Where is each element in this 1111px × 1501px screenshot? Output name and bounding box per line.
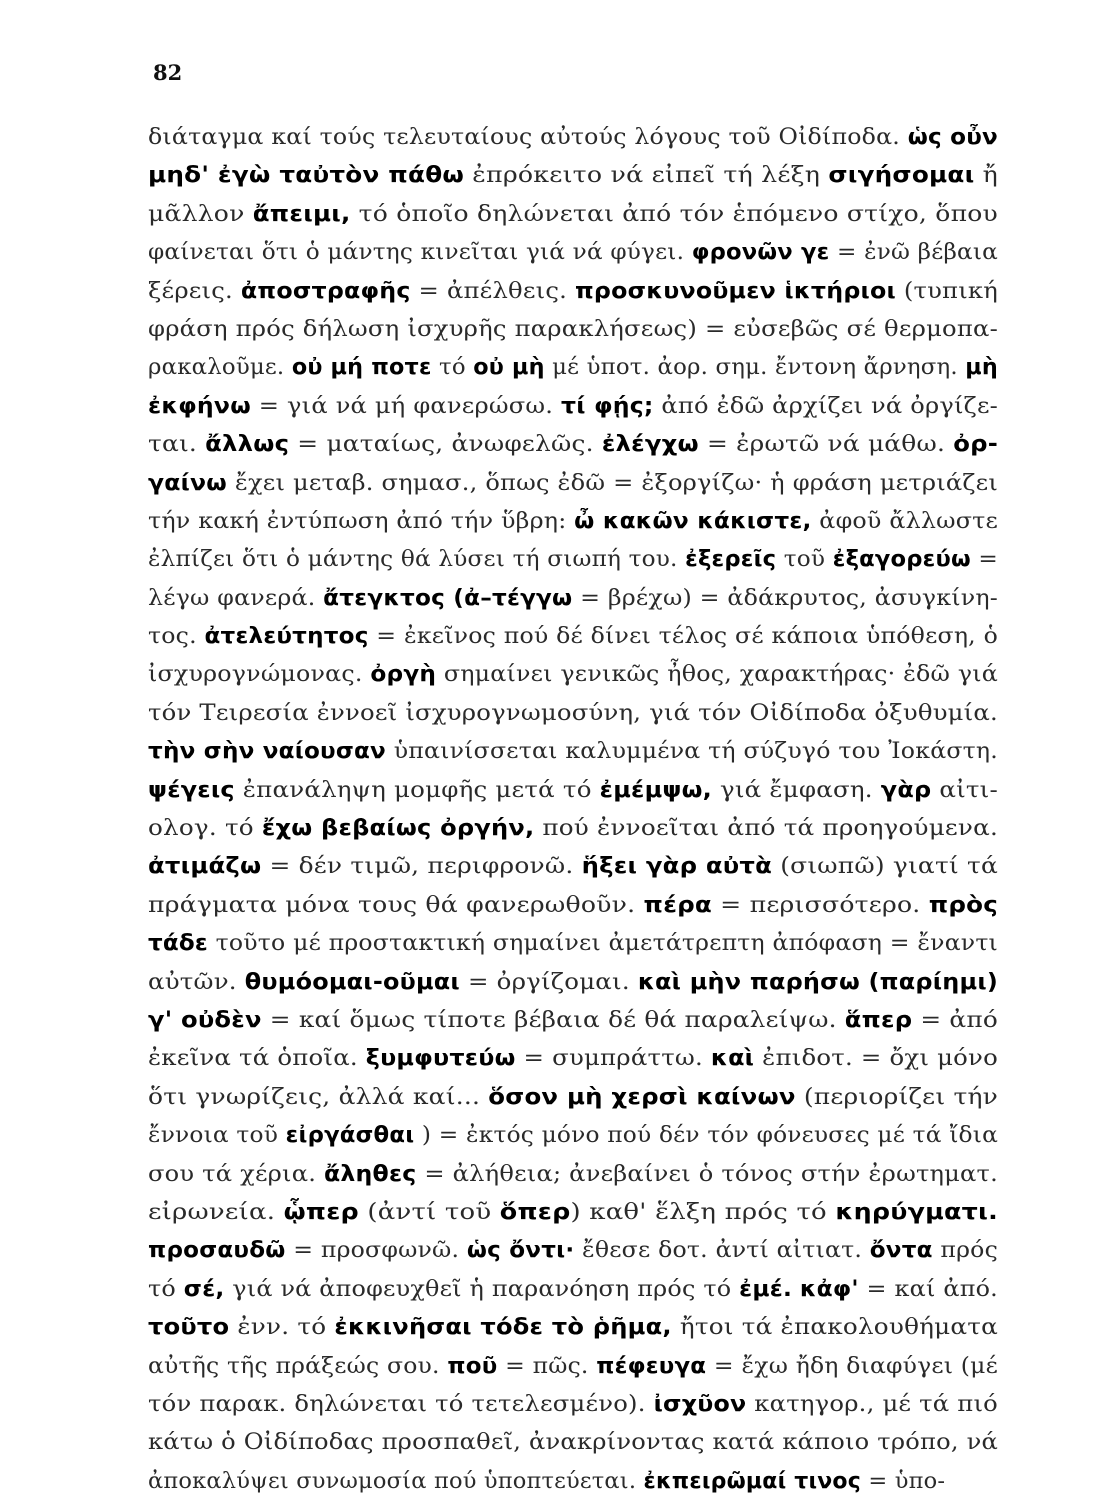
lemma-bold: ψέγεις: [148, 777, 235, 803]
gloss-text: ἤτοι τά ἐπακολουθήματα: [671, 1314, 998, 1341]
gloss-text: = περισσότερο.: [711, 891, 929, 918]
lemma-bold: ἄπειμι,: [252, 201, 351, 227]
gloss-text: ρακαλοῦμε.: [148, 354, 292, 381]
gloss-text: ἐπανάληψη μομφῆς μετά τό: [234, 776, 600, 803]
lemma-bold: ὡς ὄντι·: [466, 1238, 575, 1264]
text-line: [148, 1231, 998, 1269]
lemma-bold: οὐ μή ποτε: [291, 355, 432, 381]
gloss-text: = πῶς.: [497, 1352, 597, 1379]
lemma-bold: ἀτελεύτητος: [204, 624, 369, 650]
lemma-bold: τοῦτο: [148, 1315, 230, 1341]
lemma-bold: καὶ μὴν παρήσω (παρίημι): [637, 969, 998, 995]
text-line: [148, 617, 998, 655]
text-line: [148, 233, 998, 271]
lemma-bold: σιγήσομαι: [828, 163, 975, 189]
gloss-text: πού ἐννοεῖται ἀπό τά προηγούμενα.: [534, 815, 998, 842]
gloss-text: ἐπιδοτ. = ὄχι μόνο: [754, 1045, 998, 1072]
lemma-bold: κἀφ': [799, 1276, 859, 1302]
gloss-text: ἔθεσε δοτ. ἀντί αἰτιατ.: [574, 1237, 870, 1264]
lemma-bold: προσαυδῶ: [148, 1238, 286, 1264]
text-line: [148, 1270, 998, 1308]
lemma-bold: ὀρ-: [953, 432, 998, 458]
gloss-text: πράγματα μόνα τους θά φανερωθοῦν.: [148, 891, 644, 918]
gloss-text: ἐκεῖνα τά ὁποῖα.: [148, 1045, 366, 1072]
gloss-text: ἐνν. τό: [229, 1314, 335, 1341]
gloss-text: = προσφωνῶ.: [285, 1237, 467, 1264]
gloss-text: = ἀλήθεια; ἀνεβαίνει ὁ τόνος στήν ἐρωτηματ.: [416, 1160, 999, 1187]
lemma-bold: γὰρ: [880, 777, 932, 803]
lemma-bold: ἐξαγορεύω: [832, 547, 971, 573]
gloss-text: (περιορίζει τήν: [795, 1083, 999, 1110]
text-line: [148, 1001, 998, 1039]
lemma-bold: ᾧπερ: [283, 1199, 359, 1225]
gloss-text: ἔννοια τοῦ: [148, 1122, 286, 1149]
lemma-bold: μὴ: [965, 355, 998, 381]
gloss-text: = ἀπέλθεις.: [410, 277, 575, 304]
gloss-text: μέ ὑποτ. ἀορ. σημ. ἔντονη ἄρνηση.: [544, 354, 966, 381]
gloss-text: τό: [148, 1275, 184, 1302]
gloss-text: ἐλπίζει ὅτι ὁ μάντης θά λύσει τή σιωπή του.: [148, 546, 686, 573]
lemma-bold: πέφευγα: [596, 1353, 707, 1379]
lemma-bold: ἐκπειρῶμαί τινος: [643, 1468, 861, 1494]
text-line: [148, 502, 998, 540]
text-line: [148, 809, 998, 847]
gloss-text: τήν κακή ἐντύπωση ἀπό τήν ὕβρη:: [148, 507, 575, 534]
gloss-text: ) = ἐκτός μόνο πού δέν τόν φόνευσες μέ τά ἴδια: [414, 1122, 999, 1149]
text-line: [148, 1462, 998, 1500]
text-line: [148, 1423, 998, 1461]
gloss-text: = ματαίως, ἀνωφελῶς.: [289, 431, 602, 458]
text-line: [148, 847, 998, 885]
gloss-text: = συμπράττω.: [515, 1045, 711, 1072]
text-line: [148, 1039, 998, 1077]
lemma-bold: γ' οὐδὲν: [148, 1007, 262, 1033]
gloss-text: ξέρεις.: [148, 277, 241, 304]
lemma-bold: εἰργάσθαι: [285, 1123, 415, 1149]
gloss-text: γιά ἔμφαση.: [711, 776, 881, 803]
gloss-text: κατηγορ., μέ τά πιό: [746, 1390, 998, 1417]
lemma-bold: ἐκκινῆσαι τόδε τὸ ῥῆμα,: [334, 1315, 672, 1341]
text-line: [148, 387, 998, 425]
lemma-bold: σέ,: [183, 1276, 225, 1302]
text-line: [148, 1155, 998, 1193]
gloss-text: τοῦτο μέ προστακτική σημαίνει ἀμετάτρεπτη ἀπόφαση = ἔναντι: [207, 930, 999, 957]
gloss-text: ἐπρόκειτο νά εἰπεῖ τή λέξη: [464, 162, 829, 189]
gloss-text: = ὀργίζομαι.: [459, 968, 638, 995]
gloss-text: ἀφοῦ ἄλλωστε: [811, 507, 998, 534]
lemma-bold: ξυμφυτεύω: [365, 1046, 516, 1072]
gloss-text: = ἐνῶ βέβαια: [829, 239, 999, 266]
text-line: [148, 924, 998, 962]
gloss-text: = ὑπο-: [860, 1467, 946, 1494]
gloss-text: = ἔχω ἤδη διαφύγει (μέ: [706, 1352, 998, 1379]
gloss-text: φαίνεται ὅτι ὁ μάντης κινεῖται γιά νά φύγει.: [148, 239, 692, 266]
gloss-text: αὐτῆς τῆς πράξεώς σου.: [148, 1352, 448, 1379]
lemma-bold: ἐμέ.: [739, 1276, 793, 1302]
lemma-bold: μηδ' ἐγὼ ταὐτὸν πάθω: [148, 163, 465, 189]
gloss-text: ολογ. τό: [148, 815, 262, 842]
lemma-bold: πέρα: [643, 892, 712, 918]
text-line: [148, 118, 998, 156]
gloss-text: = βρέχω) = ἀδάκρυτος, ἀσυγκίνη-: [572, 584, 998, 611]
gloss-text: (τυπική: [895, 277, 998, 304]
lemma-bold: ἄλλως: [205, 432, 290, 458]
gloss-text: τόν παρακ. δηλώνεται τό τετελεσμένο).: [148, 1390, 654, 1417]
lemma-bold: ὅσον μὴ χερσὶ καίνων: [488, 1084, 796, 1110]
text-line: [148, 1193, 998, 1231]
gloss-text: πρός: [932, 1237, 998, 1264]
lemma-bold: οὐ μὴ: [473, 355, 545, 381]
text-line: [148, 579, 998, 617]
gloss-text: ὑπαινίσσεται καλυμμένα τή σύζυγό του Ἰοκάστη.: [386, 738, 998, 765]
text-line: [148, 195, 998, 233]
lemma-bold: ἄτεγκτος (ἀ–τέγγω: [323, 585, 573, 611]
gloss-text: σου τά χέρια.: [148, 1160, 324, 1187]
gloss-text: διάταγμα καί τούς τελευταίους αὐτούς λόγους τοῦ Οἰδίποδα.: [148, 124, 908, 150]
text-line: [148, 464, 998, 502]
gloss-text: = δέν τιμῶ, περιφρονῶ.: [261, 853, 582, 880]
lemma-bold: ἄληθες: [323, 1161, 417, 1187]
text-line: [148, 272, 998, 310]
gloss-text: σημαίνει γενικῶς ἦθος, χαρακτήρας· ἐδῶ γιά: [436, 661, 998, 688]
lemma-bold: ὀργὴ: [370, 662, 437, 688]
gloss-text: λέγω φανερά.: [148, 584, 324, 611]
text-line: [148, 540, 998, 578]
lemma-bold: τὴν σὴν ναίουσαν: [148, 739, 387, 765]
lemma-bold: ὦ κακῶν κάκιστε,: [574, 508, 812, 534]
gloss-text: [792, 1276, 800, 1302]
gloss-text: γιά νά ἀποφευχθεῖ ἡ παρανόηση πρός τό: [224, 1275, 740, 1302]
gloss-text: τοῦ: [776, 546, 833, 573]
lemma-bold: θυμόομαι-οῦμαι: [244, 969, 460, 995]
gloss-text: = ἀπό: [912, 1006, 998, 1033]
gloss-text: φράση πρός δήλωση ἰσχυρῆς παρακλήσεως) = εὐσεβῶς σέ θερμοπα-: [148, 315, 998, 342]
text-line: [148, 1308, 998, 1346]
text-line: [148, 655, 998, 693]
lemma-bold: τί φῄς;: [561, 393, 654, 419]
text-line: [148, 694, 998, 732]
text-line: [148, 963, 998, 1001]
gloss-text: ἤ: [974, 162, 999, 189]
lemma-bold: ἥξει γὰρ αὐτὰ: [581, 854, 773, 880]
lemma-bold: πρὸς: [928, 892, 999, 918]
text-line: [148, 1116, 998, 1154]
page-number: 82: [153, 60, 183, 85]
lemma-bold: καὶ: [710, 1046, 755, 1072]
gloss-text: = ἐρωτῶ νά μάθω.: [698, 431, 954, 458]
lemma-bold: ἐκφήνω: [148, 393, 251, 419]
lemma-bold: φρονῶν γε: [691, 240, 830, 266]
gloss-text: ἔχει μεταβ. σημασ., ὅπως ἐδῶ = ἐξοργίζω· ἡ φράση μετριάζει: [226, 469, 999, 496]
text-line: [148, 310, 998, 348]
gloss-text: εἰρωνεία.: [148, 1198, 284, 1225]
gloss-text: (ἀντί τοῦ: [358, 1198, 500, 1225]
lemma-bold: προσκυνοῦμεν ἱκτήριοι: [574, 278, 896, 304]
lemma-bold: ἐμέμψω,: [599, 777, 712, 803]
gloss-text: ται.: [148, 431, 206, 458]
gloss-text: ὅτι γνωρίζεις, ἀλλά καί...: [148, 1083, 489, 1110]
text-line: [148, 732, 998, 770]
gloss-text: ἀπό ἐδῶ ἀρχίζει νά ὀργίζε-: [653, 392, 998, 419]
text-line: [148, 348, 998, 386]
gloss-text: ) καθ' ἕλξη πρός τό: [570, 1198, 836, 1225]
lemma-bold: ὄντα: [869, 1238, 933, 1264]
gloss-text: μᾶλλον: [148, 200, 253, 227]
commentary-text: [148, 118, 998, 1500]
text-line: [148, 156, 998, 194]
gloss-text: = καί ἀπό.: [858, 1275, 998, 1302]
lemma-bold: ἔχω βεβαίως ὀργήν,: [261, 816, 535, 842]
lemma-bold: ποῦ: [447, 1353, 498, 1379]
lemma-bold: γαίνω: [148, 470, 227, 496]
gloss-text: τος.: [148, 623, 205, 650]
lemma-bold: ἐλέγχω: [601, 432, 699, 458]
gloss-text: τόν Τειρεσία ἐννοεῖ ἰσχυρογνωμοσύνη, γιά τόν Οἰδίποδα ὀξυθυμία.: [148, 699, 998, 726]
gloss-text: αὐτῶν.: [148, 968, 245, 995]
gloss-text: κάτω ὁ Οἰδίποδας προσπαθεῖ, ἀνακρίνοντας κατά κάποιο τρόπο, νά: [148, 1429, 999, 1456]
lemma-bold: ἐξερεῖς: [685, 547, 777, 573]
gloss-text: τό: [431, 354, 474, 381]
text-line: [148, 1385, 998, 1423]
gloss-text: =: [970, 546, 999, 573]
gloss-text: = ἐκεῖνος πού δέ δίνει τέλος σέ κάποια ὑπόθεση, ὁ: [368, 623, 998, 650]
lemma-bold: ἀποστραφῆς: [240, 278, 411, 304]
text-line: [148, 1078, 998, 1116]
gloss-text: = καί ὅμως τίποτε βέβαια δέ θά παραλείψω.: [261, 1006, 845, 1033]
gloss-text: ἀποκαλύψει συνωμοσία πού ὑποπτεύεται.: [148, 1467, 644, 1494]
lemma-bold: ὅπερ: [499, 1199, 571, 1225]
lemma-bold: ὡς οὖν: [907, 125, 998, 150]
lemma-bold: κηρύγματι.: [835, 1199, 998, 1225]
gloss-text: (σιωπῶ) γιατί τά: [772, 853, 999, 880]
lemma-bold: τάδε: [148, 931, 208, 957]
lemma-bold: ἰσχῦον: [653, 1391, 747, 1417]
gloss-text: ἰσχυρογνώμονας.: [148, 661, 371, 688]
gloss-text: τό ὁποῖο δηλώνεται ἀπό τόν ἑπόμενο στίχο, ὅπου: [350, 200, 998, 227]
text-line: [148, 771, 998, 809]
gloss-text: αἰτι-: [931, 776, 998, 803]
lemma-bold: ἅπερ: [844, 1007, 913, 1033]
text-line: [148, 886, 998, 924]
text-line: [148, 1347, 998, 1385]
text-line: [148, 425, 998, 463]
lemma-bold: ἀτιμάζω: [148, 854, 262, 880]
gloss-text: = γιά νά μή φανερώσω.: [250, 392, 562, 419]
